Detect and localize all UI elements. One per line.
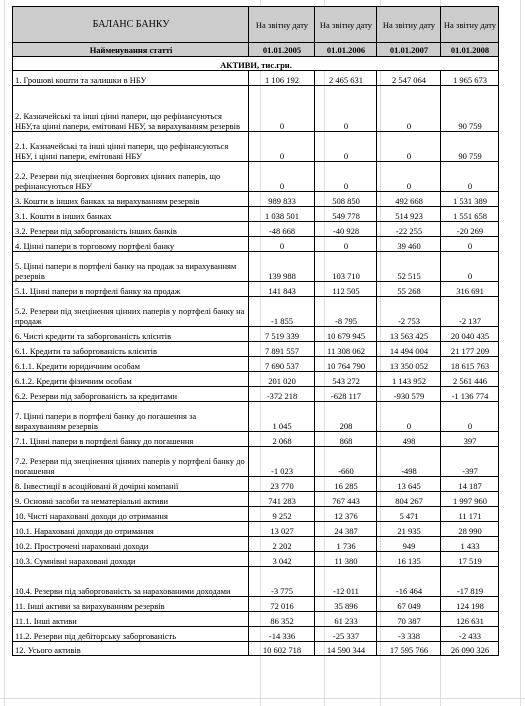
- table-row: [13, 327, 499, 342]
- row-value: 989 833: [249, 192, 315, 207]
- row-value: 17 519: [441, 552, 499, 567]
- row-value: 90 759: [441, 86, 499, 132]
- subheader-row: [13, 43, 499, 57]
- balance-table: [12, 6, 499, 656]
- row-value: 0: [315, 162, 377, 192]
- row-value: 949: [377, 537, 441, 552]
- row-value: 10 679 945: [315, 327, 377, 342]
- row-value: 767 443: [315, 492, 377, 507]
- row-value: 0: [377, 402, 441, 432]
- row-value: 0: [441, 162, 499, 192]
- row-value: -372 218: [249, 387, 315, 402]
- row-value: 1 045: [249, 402, 315, 432]
- row-label: 6.1.2. Кредити фізичним особам: [13, 372, 249, 387]
- row-value: 1 433: [441, 537, 499, 552]
- section-title: АКТИВИ, тис.грн.: [13, 57, 499, 71]
- row-label: 10.2. Прострочені нараховані доходи: [13, 537, 249, 552]
- row-value: 14 494 004: [377, 342, 441, 357]
- table-row: [13, 597, 499, 612]
- row-label: 9. Основні засоби та нематеріальні активи: [13, 492, 249, 507]
- row-value: -397: [441, 447, 499, 477]
- table-row: [13, 222, 499, 237]
- row-value: 24 387: [315, 522, 377, 537]
- row-value: 0: [249, 237, 315, 252]
- spreadsheet: [12, 6, 498, 692]
- period-label-3: На звітну дату: [377, 7, 441, 43]
- row-value: 10 602 718: [249, 642, 315, 656]
- row-label: 5.1. Цінні папери в портфелі банку на продаж: [13, 282, 249, 297]
- row-value: 14 590 344: [315, 642, 377, 656]
- table-row: [13, 387, 499, 402]
- table-row: [13, 252, 499, 282]
- section-row: [13, 57, 499, 71]
- table-row: [13, 567, 499, 597]
- table-row: [13, 192, 499, 207]
- row-value: 7 690 537: [249, 357, 315, 372]
- row-value: 16 285: [315, 477, 377, 492]
- row-label: 3. Кошти в інших банках за вирахуванням резервів: [13, 192, 249, 207]
- row-value: 741 283: [249, 492, 315, 507]
- row-value: 492 668: [377, 192, 441, 207]
- row-label: 10.3. Сумнівні нараховані доходи: [13, 552, 249, 567]
- row-value: 2 202: [249, 537, 315, 552]
- row-value: -498: [377, 447, 441, 477]
- row-value: -20 269: [441, 222, 499, 237]
- row-value: 13 563 425: [377, 327, 441, 342]
- row-label: 6. Чисті кредити та заборгованість клієнтів: [13, 327, 249, 342]
- row-value: 5 471: [377, 507, 441, 522]
- row-label: 12. Усього активів: [13, 642, 249, 656]
- row-value: 0: [315, 86, 377, 132]
- row-value: -8 795: [315, 297, 377, 327]
- period-label-2: На звітну дату: [315, 7, 377, 43]
- table-title: БАЛАНС БАНКУ: [13, 7, 249, 43]
- date-header-1: 01.01.2005: [249, 43, 315, 57]
- row-value: 35 896: [315, 597, 377, 612]
- row-value: 2 547 064: [377, 71, 441, 86]
- row-label: 1. Грошові кошти та залишки в НБУ: [13, 71, 249, 86]
- row-label: 11. Інші активи за вирахуванням резервів: [13, 597, 249, 612]
- row-label: 3.1. Кошти в інших банках: [13, 207, 249, 222]
- row-value: 28 990: [441, 522, 499, 537]
- row-label: 6.1.1. Кредити юридичним особам: [13, 357, 249, 372]
- table-row: [13, 402, 499, 432]
- row-label: 2.1. Казначейські та інші цінні папери, що рефінансуються НБУ, і цінні папери, емітовані НБУ: [13, 132, 249, 162]
- date-header-3: 01.01.2007: [377, 43, 441, 57]
- row-value: 0: [249, 162, 315, 192]
- table-row: [13, 522, 499, 537]
- table-row: [13, 372, 499, 387]
- table-row: [13, 342, 499, 357]
- row-value: 3 042: [249, 552, 315, 567]
- table-row: [13, 642, 499, 656]
- row-value: 10 764 790: [315, 357, 377, 372]
- row-label: 2. Казначейські та інші цінні папери, що рефінансуються НБУ,та цінні папери, емітовані НБУ, за вирахуванням резервів: [13, 86, 249, 132]
- table-row: [13, 297, 499, 327]
- table-row: [13, 237, 499, 252]
- row-value: 124 198: [441, 597, 499, 612]
- row-label: 7.1. Цінні папери в портфелі банку до погашення: [13, 432, 249, 447]
- row-value: 11 171: [441, 507, 499, 522]
- row-value: 0: [249, 132, 315, 162]
- row-value: 9 252: [249, 507, 315, 522]
- table-row: [13, 432, 499, 447]
- row-label: 5.2. Резерви під знецінення цінних паперів у портфелі банку на продаж: [13, 297, 249, 327]
- row-value: 72 016: [249, 597, 315, 612]
- row-value: 126 631: [441, 612, 499, 627]
- row-value: 1 531 389: [441, 192, 499, 207]
- row-value: 1 997 960: [441, 492, 499, 507]
- row-value: 26 090 326: [441, 642, 499, 656]
- row-value: 13 027: [249, 522, 315, 537]
- row-value: 0: [441, 237, 499, 252]
- row-value: 23 770: [249, 477, 315, 492]
- row-value: 70 387: [377, 612, 441, 627]
- row-value: -2 753: [377, 297, 441, 327]
- row-value: -40 928: [315, 222, 377, 237]
- row-value: -22 255: [377, 222, 441, 237]
- row-label: 7.2. Резерви під знецінення цінних паперів у портфелі банку до погашення: [13, 447, 249, 477]
- row-value: -2 137: [441, 297, 499, 327]
- row-value: 498: [377, 432, 441, 447]
- table-row: [13, 492, 499, 507]
- row-value: 508 850: [315, 192, 377, 207]
- row-value: 139 988: [249, 252, 315, 282]
- row-value: 14 187: [441, 477, 499, 492]
- row-value: -1 023: [249, 447, 315, 477]
- date-header-4: 01.01.2008: [441, 43, 499, 57]
- row-value: -17 819: [441, 567, 499, 597]
- row-label: 11.2. Резерви під дебіторську заборгованість: [13, 627, 249, 642]
- row-value: -25 337: [315, 627, 377, 642]
- row-value: 0: [377, 162, 441, 192]
- table-row: [13, 552, 499, 567]
- row-value: 20 040 435: [441, 327, 499, 342]
- row-value: 1 736: [315, 537, 377, 552]
- row-value: 141 843: [249, 282, 315, 297]
- row-value: -48 668: [249, 222, 315, 237]
- row-value: 316 691: [441, 282, 499, 297]
- table-row: [13, 537, 499, 552]
- row-label: 6.1. Кредити та заборгованість клієнтів: [13, 342, 249, 357]
- row-label: 2.2. Резерви під знецінення боргових цінних паперів, що рефінансуються НБУ: [13, 162, 249, 192]
- row-value: 18 615 763: [441, 357, 499, 372]
- row-value: -12 011: [315, 567, 377, 597]
- row-label: 10.1. Нараховані доходи до отримання: [13, 522, 249, 537]
- row-value: 11 380: [315, 552, 377, 567]
- row-label: 3.2. Резерви під заборгованість інших банків: [13, 222, 249, 237]
- row-value: 67 049: [377, 597, 441, 612]
- row-value: 0: [315, 132, 377, 162]
- row-value: 0: [441, 252, 499, 282]
- period-label-4: На звітну дату: [441, 7, 499, 43]
- row-value: 1 965 673: [441, 71, 499, 86]
- row-value: 103 710: [315, 252, 377, 282]
- table-row: [13, 207, 499, 222]
- table-row: [13, 627, 499, 642]
- row-value: 804 267: [377, 492, 441, 507]
- row-value: 55 268: [377, 282, 441, 297]
- table-row: [13, 477, 499, 492]
- row-label: 8. Інвестиції в асоційовані й дочірні компанії: [13, 477, 249, 492]
- row-value: 13 350 052: [377, 357, 441, 372]
- row-value: -930 579: [377, 387, 441, 402]
- row-label: 11.1. Інші активи: [13, 612, 249, 627]
- row-label: 10. Чисті нараховані доходи до отримання: [13, 507, 249, 522]
- row-value: 397: [441, 432, 499, 447]
- row-label: 7. Цінні папери в портфелі банку до погашення за вирахуванням резервів: [13, 402, 249, 432]
- row-value: 16 135: [377, 552, 441, 567]
- row-value: 514 923: [377, 207, 441, 222]
- row-label: 4. Цінні папери в торговому портфелі банку: [13, 237, 249, 252]
- row-value: 1 143 952: [377, 372, 441, 387]
- row-value: 0: [315, 237, 377, 252]
- table-row: [13, 507, 499, 522]
- row-value: 0: [377, 132, 441, 162]
- row-value: 201 020: [249, 372, 315, 387]
- row-value: -3 338: [377, 627, 441, 642]
- table-row: [13, 357, 499, 372]
- row-value: -660: [315, 447, 377, 477]
- header-row: [13, 7, 499, 43]
- row-value: 39 460: [377, 237, 441, 252]
- row-value: 7 519 339: [249, 327, 315, 342]
- row-value: 86 352: [249, 612, 315, 627]
- row-value: -3 775: [249, 567, 315, 597]
- row-label: 6.2. Резерви під заборгованість за кредитами: [13, 387, 249, 402]
- row-value: 1 551 658: [441, 207, 499, 222]
- table-row: [13, 132, 499, 162]
- row-value: 543 272: [315, 372, 377, 387]
- row-value: 52 515: [377, 252, 441, 282]
- row-value: 21 935: [377, 522, 441, 537]
- row-value: 0: [249, 86, 315, 132]
- row-label: 5. Цінні папери в портфелі банку на продаж за вирахуванням резервів: [13, 252, 249, 282]
- row-value: 0: [377, 86, 441, 132]
- row-value: 549 778: [315, 207, 377, 222]
- row-value: 112 505: [315, 282, 377, 297]
- row-value: -2 433: [441, 627, 499, 642]
- row-value: 208: [315, 402, 377, 432]
- table-row: [13, 162, 499, 192]
- row-value: 90 759: [441, 132, 499, 162]
- period-label-1: На звітну дату: [249, 7, 315, 43]
- column-name-label: Найменування статті: [13, 43, 249, 57]
- row-value: 2 465 631: [315, 71, 377, 86]
- row-value: -16 464: [377, 567, 441, 597]
- row-value: 13 645: [377, 477, 441, 492]
- table-row: [13, 86, 499, 132]
- table-row: [13, 447, 499, 477]
- row-value: 2 068: [249, 432, 315, 447]
- row-value: 11 308 062: [315, 342, 377, 357]
- row-value: -14 336: [249, 627, 315, 642]
- row-value: 7 891 557: [249, 342, 315, 357]
- date-header-2: 01.01.2006: [315, 43, 377, 57]
- row-label: 10.4. Резерви під заборгованість за нарахованими доходами: [13, 567, 249, 597]
- row-value: 21 177 209: [441, 342, 499, 357]
- table-row: [13, 612, 499, 627]
- row-value: 1 106 192: [249, 71, 315, 86]
- row-value: 868: [315, 432, 377, 447]
- row-value: 12 376: [315, 507, 377, 522]
- row-value: 0: [441, 402, 499, 432]
- table-row: [13, 71, 499, 86]
- row-value: 61 233: [315, 612, 377, 627]
- row-value: 17 595 766: [377, 642, 441, 656]
- row-value: 2 561 446: [441, 372, 499, 387]
- table-row: [13, 282, 499, 297]
- row-value: -628 117: [315, 387, 377, 402]
- row-value: -1 855: [249, 297, 315, 327]
- row-value: -1 136 774: [441, 387, 499, 402]
- row-value: 1 038 501: [249, 207, 315, 222]
